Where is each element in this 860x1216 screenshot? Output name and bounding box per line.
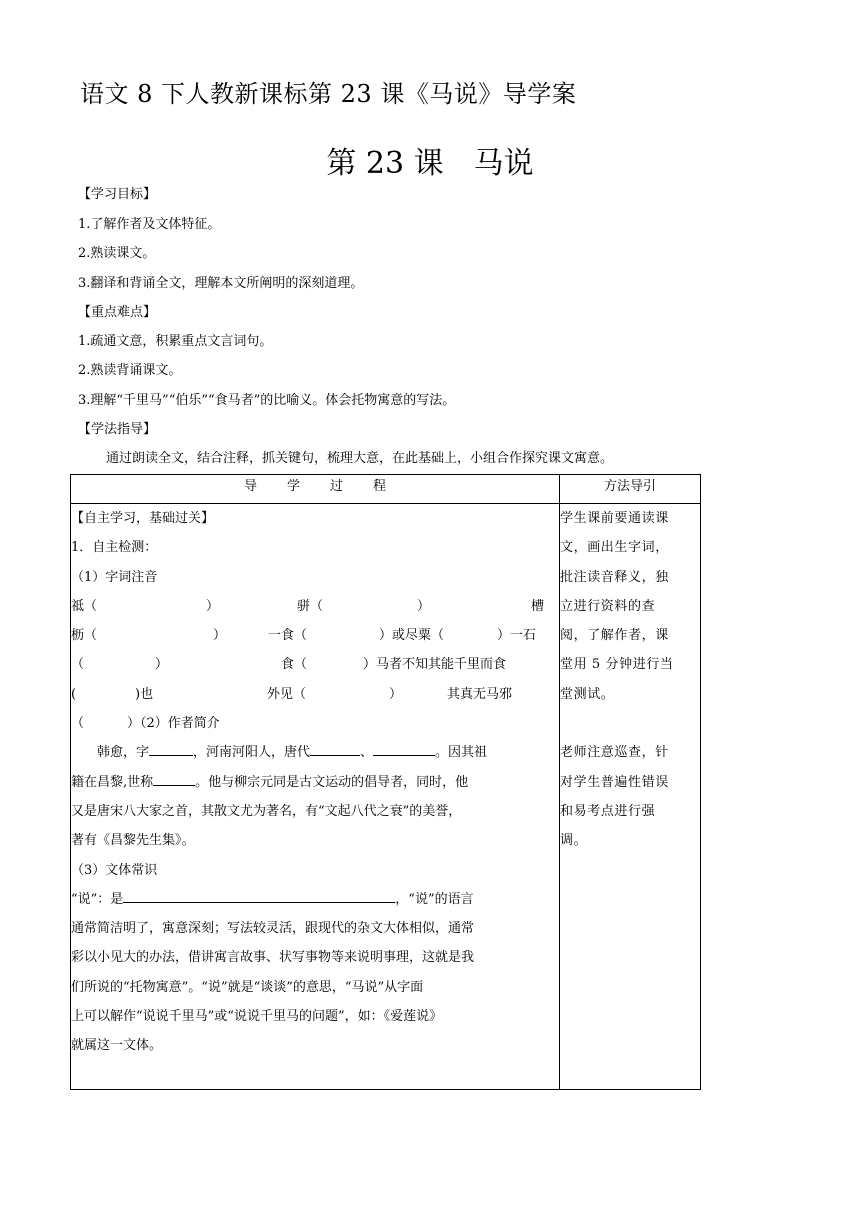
genre-line: 就属这一文体。 (71, 1038, 163, 1054)
column-header-process: 导学过程 (71, 475, 560, 504)
column-header-method: 方法导引 (560, 475, 701, 504)
objectives-heading: 【学习目标】 (78, 187, 157, 202)
blank-field[interactable] (153, 770, 195, 786)
genre-line: 们所说的“托物寓意”。“说”就是“谈谈”的意思，“马说”从字面 (71, 979, 424, 995)
method-note: 老师注意巡查，针 (560, 745, 669, 761)
blank-field[interactable] (123, 887, 395, 903)
method-note: 文，画出生字词， (560, 540, 669, 556)
sub-genre: （3）文体常识 (71, 862, 158, 878)
method-note: 堂测试。 (560, 686, 615, 702)
key-points-heading: 【重点难点】 (78, 305, 157, 320)
blank-field[interactable] (373, 740, 435, 756)
author-line: 又是唐宋八大家之首，其散文尤为著名，有“文起八代之衰”的美誉， (71, 803, 462, 819)
blank-field[interactable] (149, 740, 193, 756)
genre-line: 彩以小见大的办法，借讲寓言故事、状写事物等来说明事理，这就是我 (71, 950, 475, 966)
item-self-check: 1．自主检测： (71, 540, 158, 556)
pinyin-row: （ ） 食（ ）马者不知其能千里而食 (71, 657, 507, 673)
section-heading: 【自主学习，基础过关】 (71, 511, 215, 526)
pinyin-row: ( )也 外见（ ） 其真无马邪 (71, 686, 513, 702)
objective-item: 3.翻译和背诵全文，理解本文所阐明的深刻道理。 (78, 276, 364, 291)
method-heading: 【学法指导】 (78, 422, 157, 437)
method-note: 阅，了解作者，课 (560, 628, 669, 644)
lesson-title: 第 23 课 马说 (326, 146, 534, 181)
document-title: 语文 8 下人教新课标第 23 课《马说》导学案 (80, 80, 577, 108)
author-line: 籍在昌黎,世称 。他与柳宗元同是古文运动的倡导者，同时，他 (71, 768, 559, 797)
method-note: 立进行资料的查 (560, 598, 656, 614)
spacer (560, 709, 700, 738)
sub-pinyin: （1）字词注音 (71, 569, 158, 585)
pinyin-row: （ ）（2）作者简介 (71, 716, 220, 732)
key-point-item: 1.疏通文意，积累重点文言词句。 (78, 334, 273, 349)
method-note: 调。 (560, 833, 588, 849)
objective-item: 2.熟读课文。 (78, 246, 156, 261)
key-point-item: 2.熟读背诵课文。 (78, 363, 182, 378)
method-note: 堂用 5 分钟进行当 (560, 657, 674, 673)
method-note: 和易考点进行强 (560, 803, 656, 819)
pinyin-row: 祗（ ） 骈（ ） 槽 (71, 598, 545, 614)
guide-table (70, 474, 701, 1090)
process-cell (71, 504, 560, 1090)
author-line: 著有《昌黎先生集》。 (71, 833, 195, 849)
method-note: 批注读音释义，独 (560, 569, 669, 585)
genre-line: 通常简洁明了，寓意深刻；写法较灵活，跟现代的杂文大体相似，通常 (71, 921, 475, 937)
pinyin-row: 枥（ ） 一食（ ）或尽粟（ ）一石 (71, 628, 537, 644)
genre-line: 上可以解作“说说千里马”或“说说千里马的问题”，如：《爱莲说》 (71, 1009, 443, 1025)
author-line: 韩愈，字 ，河南河阳人，唐代 、 。因其祖 (71, 738, 559, 767)
method-cell (560, 504, 701, 1090)
method-note: 学生课前要通读课 (560, 511, 669, 526)
blank-field[interactable] (310, 740, 360, 756)
method-note: 对学生普遍性错误 (560, 774, 669, 790)
genre-line: “说”：是 ，“说”的语言 (71, 885, 559, 914)
method-text: 通过朗读全文，结合注释，抓关键句，梳理大意，在此基础上，小组合作探究课文寓意。 (106, 451, 614, 466)
objective-item: 1.了解作者及文体特征。 (78, 217, 221, 232)
key-point-item: 3.理解“千里马”“伯乐”“食马者”的比喻义。体会托物寓意的写法。 (78, 393, 456, 408)
